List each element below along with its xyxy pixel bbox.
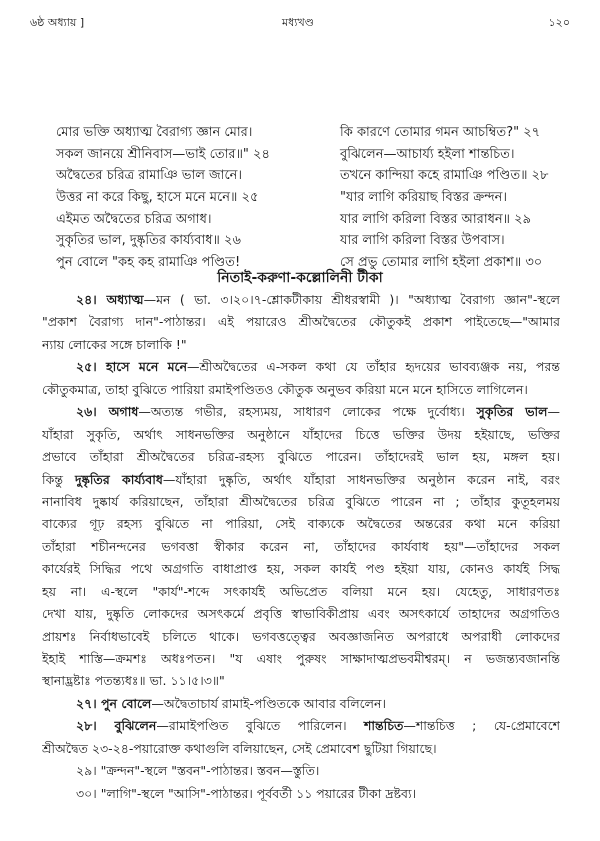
commentary-text: ৩০। "লাগি"-স্থলে "আসি"-পাঠান্তর। পূর্ববর্তী ১১ পয়ারের টীকা দ্রষ্টব্য। <box>76 785 417 801</box>
commentary-line <box>42 738 560 760</box>
commentary-text: ইহাই শাস্তি—ক্রমশঃ অধঃপতন। "য এষাং পুরুষং সাক্ষাদাত্মপ্রভবমীশ্বরম্। ন ভজন্ত্যবজানন্তি <box>42 651 560 666</box>
verse-line: যার লাগি করিলা বিস্তর উপবাস। <box>340 233 505 249</box>
commentary-line <box>42 491 560 513</box>
commentary-text: —মন ( ভা. ৩।২০।৭-শ্লোকটীকায় শ্রীধরস্বামী )। "অধ্যাত্ম বৈরাগ্য জ্ঞান"-স্থলে <box>143 292 560 307</box>
commentary-term: শান্তচিত <box>364 718 404 734</box>
commentary-text: কার্যেরই সিদ্ধির পথে অগ্রগতি বাধাপ্রাপ্ত হয়, সকল কার্যই পণ্ড হইয়া যায়, কোনও কার্যই সিদ্ধ <box>42 561 560 577</box>
verse-line: বুঝিলেন—আচার্য্য হইলা শান্তচিত। <box>340 146 515 162</box>
running-header-chapter: ৬ষ্ঠ অধ্যায় ] <box>30 16 85 29</box>
commentary-line <box>42 513 560 535</box>
commentary-line <box>42 469 560 491</box>
verse-line: উত্তর না করে কিছু, হাসে মনে মনে॥ ২৫ <box>56 190 259 206</box>
commentary-text: — <box>547 404 560 420</box>
commentary-text: ন্যায় লোকের সঙ্গে চালাকি !" <box>42 336 187 352</box>
commentary-heading: নিতাই-করুণা-কল্লোলিনী টীকা <box>217 270 383 286</box>
commentary-line <box>42 783 560 805</box>
commentary-text: শ্রীঅদ্বৈত ২৩-২৪-পয়ারোক্ত কথাগুলি বলিয়াছেন, সেই প্রেমাবেশ ছুটিয়া গিয়াছে। <box>42 740 437 756</box>
commentary-text: কৌতুকমাত্র, তাহা বুঝিতে পারিয়া রমাইপণ্ডিতও কৌতুক অনুভব করিয়া মনে মনে হাসিতে লাগিলেন। <box>42 381 528 397</box>
commentary-line <box>42 334 560 356</box>
commentary-line <box>42 603 560 625</box>
commentary-text: —শ্রীঅদ্বৈতের এ-সকল কথা যে তাঁহার হৃদয়ের ভাবব্যঞ্জক নয়, পরন্ত <box>187 359 560 375</box>
commentary-text: "প্রকাশ বৈরাগ্য দান"-পাঠান্তর। এই পয়ারেও শ্রীঅদ্বৈতের কৌতুকই প্রকাশ পাইতেছে—"আমার <box>42 314 560 330</box>
commentary-term: ২৬। অগাধ <box>76 404 139 420</box>
verse-column-left <box>56 122 270 274</box>
commentary-text: —শান্তচিত্ত ; যে-প্রেমাবেশে <box>403 718 560 734</box>
commentary-text: তাঁহারা শচীনন্দনের ভগবত্তা স্বীকার করেন না, তাঁহাদের কার্যবাধ হয়"—তাঁহাদের সকল <box>42 538 560 554</box>
commentary-text: —অত্যন্ত গভীর, রহস্যময়, সাধারণ লোকের পক্ষে দুর্বোধ্য। <box>138 404 477 420</box>
verse-line: "যার লাগি করিয়াছ বিস্তর ক্রন্দন। <box>340 190 508 206</box>
running-header-section: মধ্যখণ্ড <box>282 16 315 29</box>
commentary-term: ২৭। পুন বোলে <box>76 695 152 711</box>
commentary-line <box>42 670 560 692</box>
commentary-term: ২৮। বুঝিলেন <box>76 718 157 734</box>
verse-line: মোর ভক্তি অধ্যাত্ম বৈরাগ্য জ্ঞান মোর। <box>56 125 253 140</box>
commentary-text: যাঁহারা সুকৃতি, অর্থাৎ সাধনভক্তির অনুষ্ঠানে যাঁহাদের চিত্তে ভক্তির উদয় হইয়াছে, ভক্তির <box>42 426 560 442</box>
commentary-text: বাক্যের গূঢ় রহস্য বুঝিতে না পারিয়া, সেই বাক্যকে অদ্বৈতের অন্তরের কথা মনে করিয়া <box>42 516 560 532</box>
verse-line: অদ্বৈতের চরিত্র রামাঞি ভাল জানে। <box>56 168 243 184</box>
commentary-text: প্রভাবে তাঁহারা শ্রীঅদ্বৈতের চরিত্র-রহস্য বুঝিতে পারেন। তাঁহাদেরই ভাল হয়, মঙ্গল হয়। <box>42 449 560 465</box>
commentary-line <box>42 558 560 580</box>
commentary-text: —অদ্বৈতাচার্য রামাই-পণ্ডিতকে আবার বলিলেন। <box>151 695 386 711</box>
commentary-line <box>42 424 560 446</box>
commentary-line <box>42 626 560 648</box>
verse-line: কি কারণে তোমার গমন আচম্বিত?" ২৭ <box>340 125 541 140</box>
commentary-text: —যাঁহারা দুষ্কৃতি, অর্থাৎ যাঁহারা সাধনভক্তির অনুষ্ঠান করেন নাই, বরং <box>162 471 560 487</box>
verse-line: পুন বোলে "কহ কহ রামাঞি পণ্ডিত! <box>56 255 241 271</box>
commentary-line <box>42 379 560 401</box>
commentary-body <box>42 289 560 805</box>
commentary-line <box>42 311 560 333</box>
commentary-text: প্রায়শঃ নির্বাধভাবেই চলিতে থাকে। ভগবত্তত্ত্বের অবজ্ঞাজনিত অপরাধে অপরাধী লোকদের <box>42 628 560 644</box>
commentary-line <box>42 289 560 311</box>
verse-line: তখনে কান্দিয়া কহে রামাঞি পণ্ডিত॥ ২৮ <box>340 168 549 184</box>
verse-line: সকল জানয়ে শ্রীনিবাস—ভাই তোর॥" ২৪ <box>56 146 270 162</box>
verse-line: এইমত অদ্বৈতের চরিত্র অগাধ। <box>56 211 212 227</box>
commentary-line <box>42 356 560 378</box>
commentary-line <box>42 401 560 423</box>
commentary-text: —রামাইপণ্ডিত বুঝিতে পারিলেন। <box>156 718 364 734</box>
commentary-term: দুষ্কৃতির কার্য্যবাধ <box>74 471 163 487</box>
commentary-term: সুকৃতির ভাল <box>476 404 548 420</box>
commentary-line <box>42 693 560 715</box>
commentary-text: হয় না। এ-স্থলে "কার্য"-শব্দে সৎকার্যই অভিপ্রেত বলিয়া মনে হয়। যেহেতু, সাধারণতঃ <box>42 583 560 599</box>
commentary-line <box>42 536 560 558</box>
verse-line: সুকৃতির ভাল, দুষ্কৃতির কার্য্যবাধ॥ ২৬ <box>56 233 241 249</box>
commentary-text: ২৯। "ক্রন্দন"-স্থলে "স্তবন"-পাঠান্তর। স্তবন—স্তুতি। <box>76 763 320 779</box>
commentary-text: স্থানাদ্ভ্রষ্টাঃ পতন্ত্যধঃ॥ ভা. ১১।৫।৩॥" <box>42 673 225 689</box>
commentary-text: দেখা যায়, দুষ্কৃতি লোকদের অসৎকর্মে প্রবৃত্তি স্বাভাবিকীপ্রায় এবং অসৎকার্যে তাহাদের অগ্রগতিও <box>42 606 560 622</box>
page-number: ১২০ <box>548 16 570 29</box>
commentary-line <box>42 581 560 603</box>
verse-column-right <box>340 122 548 274</box>
commentary-text: নানাবিধ দুষ্কার্য করিয়াছেন, তাঁহারা শ্রীঅদ্বৈতের চরিত্র বুঝিতে পারেন না ; তাঁহার কুতূহলময় <box>42 493 560 509</box>
commentary-term: ২৫। হাসে মনে মনে <box>76 359 188 375</box>
verse-line: সে প্রভু তোমার লাগি হইলা প্রকাশ॥ ৩০ <box>340 255 543 271</box>
commentary-line <box>42 760 560 782</box>
commentary-line <box>42 648 560 670</box>
commentary-text: কিন্তু <box>42 471 75 487</box>
commentary-term: ২৪। অধ্যাত্ম <box>76 292 144 307</box>
commentary-line <box>42 715 560 737</box>
commentary-line <box>42 446 560 468</box>
verse-line: যার লাগি করিলা বিস্তর আরাধন॥ ২৯ <box>340 211 532 227</box>
